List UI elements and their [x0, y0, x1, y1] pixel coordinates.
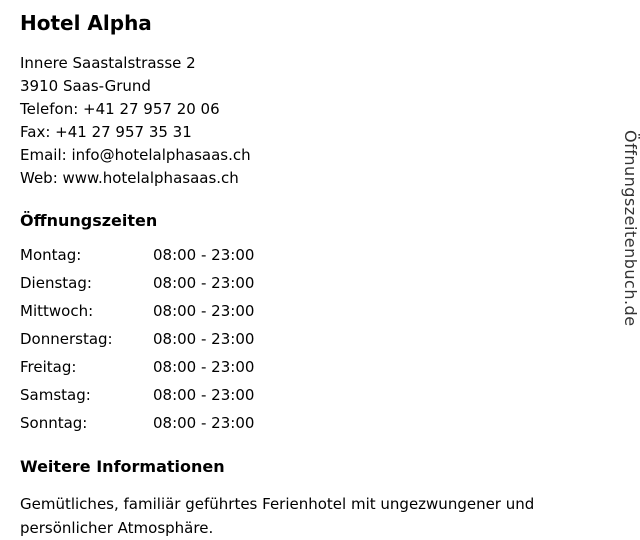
day-hours: 08:00 - 23:00 [153, 330, 255, 348]
day-hours: 08:00 - 23:00 [153, 386, 255, 404]
table-row [20, 302, 254, 330]
more-information-heading: Weitere Informationen [20, 457, 225, 476]
day-hours: 08:00 - 23:00 [153, 358, 255, 376]
watermark-label: Öffnungszeitenbuch.de [621, 130, 640, 327]
phone-line: Telefon: +41 27 957 20 06 [20, 100, 220, 118]
opening-hours-heading: Öffnungszeiten [20, 211, 158, 230]
table-row [20, 246, 254, 274]
day-hours: 08:00 - 23:00 [153, 274, 255, 292]
day-label: Donnerstag: [20, 330, 113, 348]
fax-line: Fax: +41 27 957 35 31 [20, 123, 192, 141]
address-block [20, 52, 600, 190]
day-label: Montag: [20, 246, 82, 264]
table-row [20, 330, 254, 358]
day-hours: 08:00 - 23:00 [153, 246, 255, 264]
table-row [20, 414, 254, 442]
day-label: Samstag: [20, 386, 91, 404]
day-label: Sonntag: [20, 414, 88, 432]
opening-hours-table [20, 246, 254, 442]
table-row [20, 274, 254, 302]
address-line: 3910 Saas-Grund [20, 77, 151, 95]
address-line: Innere Saastalstrasse 2 [20, 54, 196, 72]
table-row [20, 358, 254, 386]
table-row [20, 386, 254, 414]
day-label: Freitag: [20, 358, 77, 376]
page-title: Hotel Alpha [20, 11, 152, 35]
day-label: Mittwoch: [20, 302, 94, 320]
day-hours: 08:00 - 23:00 [153, 302, 255, 320]
day-label: Dienstag: [20, 274, 92, 292]
email-line: Email: info@hotelalphasaas.ch [20, 146, 251, 164]
day-hours: 08:00 - 23:00 [153, 414, 255, 432]
web-line: Web: www.hotelalphasaas.ch [20, 169, 239, 187]
business-listing [20, 10, 600, 540]
more-information-text: Gemütliches, familiär geführtes Ferienhotel mit ungezwungener und persönlicher Atmosphäre. [20, 495, 535, 537]
